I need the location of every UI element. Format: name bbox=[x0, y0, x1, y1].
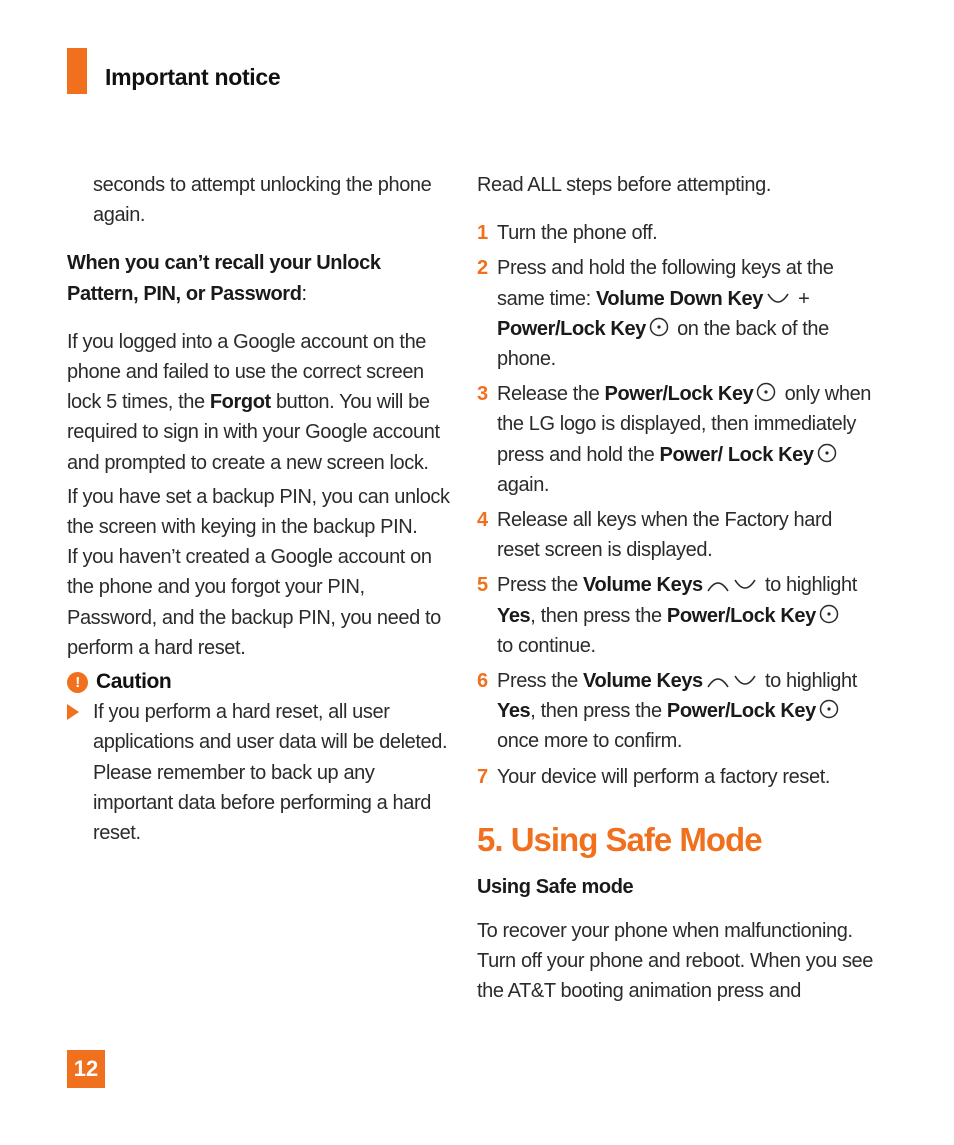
step-text bbox=[497, 379, 877, 500]
step-text bbox=[497, 666, 877, 757]
step-number: 2 bbox=[477, 257, 488, 280]
step-5 bbox=[477, 570, 877, 661]
caution-title: Caution bbox=[96, 670, 172, 694]
power-lock-key-label: Power/Lock Key bbox=[666, 604, 816, 627]
hard-reset-paragraph: If you haven’t created a Google account on the phone and you forgot your PIN, Password, and the backup PIN, you need to perform a hard reset. bbox=[67, 546, 441, 659]
volume-down-key-icon bbox=[766, 291, 790, 307]
p1-text-c: button. You will be required to sign in with your Google account and prompted to create a new screen lock. bbox=[67, 391, 440, 474]
step-4 bbox=[477, 505, 877, 565]
power-lock-key-icon bbox=[756, 382, 776, 402]
caution-heading bbox=[67, 667, 452, 697]
volume-keys-label: Volume Keys bbox=[583, 574, 703, 597]
unlock-subheading-text: When you can’t recall your Unlock Pattern, PIN, or Password bbox=[67, 252, 381, 305]
power-lock-key-icon bbox=[817, 443, 837, 463]
right-column bbox=[477, 170, 877, 1007]
step-6-c: to highlight bbox=[759, 670, 857, 693]
safe-mode-body: To recover your phone when malfunctioning. Turn off your phone and reboot. When you see the AT&T booting animation press and bbox=[477, 920, 874, 1003]
bullet-triangle-icon bbox=[67, 704, 79, 720]
header-accent-bar bbox=[67, 48, 87, 94]
page-number: 12 bbox=[67, 1050, 105, 1088]
power-lock-key-label: Power/Lock Key bbox=[666, 700, 816, 723]
step-number: 4 bbox=[477, 509, 488, 532]
step-number: 3 bbox=[477, 383, 488, 406]
step-text: Turn the phone off. bbox=[497, 222, 658, 245]
step-7 bbox=[477, 762, 877, 792]
power-lock-key-label: Power/Lock Key bbox=[497, 317, 646, 340]
caution-bullet bbox=[67, 697, 452, 848]
safe-mode-subheading: Using Safe mode bbox=[477, 875, 634, 898]
volume-up-key-icon bbox=[706, 577, 730, 593]
power-lock-key-label-2: Power/ Lock Key bbox=[659, 443, 814, 466]
step-6-a: Press the bbox=[497, 670, 584, 693]
read-steps-intro: Read ALL steps before attempting. bbox=[477, 174, 772, 196]
step-2-a: Press and hold the following keys at the same time: bbox=[497, 257, 834, 310]
step-text bbox=[497, 570, 877, 661]
step-2-c: + bbox=[792, 287, 810, 310]
step-number: 7 bbox=[477, 765, 488, 788]
step-5-g: to continue. bbox=[497, 634, 596, 657]
step-5-a: Press the bbox=[497, 574, 584, 597]
step-number: 6 bbox=[477, 670, 488, 693]
volume-down-key-label: Volume Down Key bbox=[595, 287, 763, 310]
step-3-e: again. bbox=[497, 473, 550, 496]
google-account-paragraph bbox=[67, 327, 452, 478]
volume-down-key-icon bbox=[733, 577, 757, 593]
volume-up-key-icon bbox=[706, 673, 730, 689]
caution-icon: ! bbox=[67, 672, 88, 693]
step-2-e: on the back of the phone. bbox=[497, 317, 829, 371]
step-2 bbox=[477, 253, 877, 374]
power-lock-key-icon bbox=[649, 317, 669, 337]
yes-label: Yes bbox=[497, 604, 531, 627]
caution-text: If you perform a hard reset, all user applications and user data will be deleted. Please remember to back up any important data before performing a hard reset. bbox=[93, 701, 448, 845]
backup-pin-paragraph: If you have set a backup PIN, you can unlock the screen with keying in the backup PIN. bbox=[67, 485, 450, 539]
volume-down-key-icon bbox=[733, 673, 757, 689]
step-text: Release all keys when the Factory hard reset screen is displayed. bbox=[497, 509, 832, 562]
step-6-g: once more to confirm. bbox=[497, 730, 683, 753]
left-column bbox=[67, 170, 452, 848]
step-text: Your device will perform a factory reset. bbox=[497, 765, 831, 788]
step-6 bbox=[477, 666, 877, 757]
step-5-c: to highlight bbox=[759, 574, 857, 597]
step-1 bbox=[477, 218, 877, 248]
step-5-e: , then press the bbox=[530, 604, 667, 627]
unlock-subheading-colon: : bbox=[301, 282, 307, 305]
step-6-e: , then press the bbox=[530, 700, 667, 723]
step-3-c: only when the LG logo is displayed, then immediately press and hold the bbox=[497, 383, 872, 466]
reset-steps-list bbox=[477, 218, 877, 792]
forgot-button-label: Forgot bbox=[209, 391, 271, 414]
power-lock-key-icon bbox=[819, 699, 839, 719]
continued-text: seconds to attempt unlocking the phone again. bbox=[93, 174, 432, 227]
step-3 bbox=[477, 379, 877, 500]
yes-label: Yes bbox=[497, 700, 531, 723]
unlock-subheading bbox=[67, 248, 452, 308]
p1-text-a: If you logged into a Google account on the phone and failed to use the correct screen lock 5 times, the bbox=[67, 330, 427, 414]
power-lock-key-icon bbox=[819, 604, 839, 624]
step-3-a: Release the bbox=[497, 383, 605, 406]
step-number: 1 bbox=[477, 222, 488, 245]
step-number: 5 bbox=[477, 574, 488, 597]
page-header-title: Important notice bbox=[105, 64, 281, 90]
section-title: 5. Using Safe Mode bbox=[477, 820, 762, 858]
volume-keys-label: Volume Keys bbox=[583, 670, 703, 693]
power-lock-key-label: Power/Lock Key bbox=[604, 383, 754, 406]
step-text bbox=[497, 253, 877, 374]
